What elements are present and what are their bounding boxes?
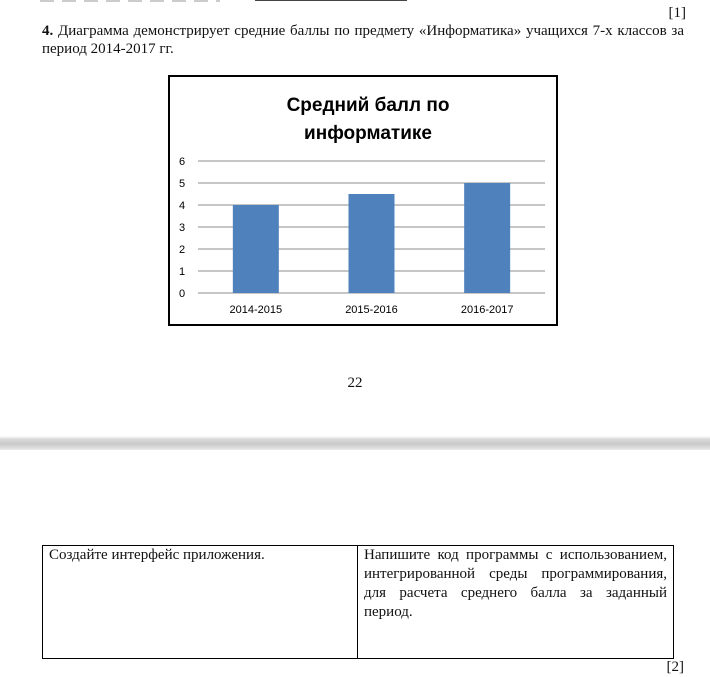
y-tick-label: 6 (178, 156, 186, 168)
page-number: 22 (347, 375, 363, 391)
y-tick-label: 0 (178, 288, 186, 300)
x-tick-label: 2015-2016 (345, 304, 398, 316)
cut-off-text-fragment (40, 0, 220, 2)
score-marker-bottom: [2] (666, 659, 684, 675)
question-number: 4. (42, 23, 54, 39)
y-tick-label: 2 (178, 244, 186, 256)
x-tick-label: 2016-2017 (460, 304, 514, 316)
y-tick-label: 5 (178, 178, 186, 190)
y-tick-label: 1 (178, 266, 186, 278)
chart-title-line-1: Средний балл по (286, 95, 450, 116)
answer-line (255, 0, 407, 1)
task-row (43, 546, 674, 659)
chart-title-line-2: информатике (304, 123, 432, 144)
score-marker-top: [1] (668, 5, 686, 21)
task-table (42, 545, 674, 659)
y-tick-label: 4 (178, 200, 186, 212)
chart-frame (168, 75, 558, 326)
task-cell-code: Напишите код программы с использованием, интегрированной среды программирования, для расчета среднего балла за заданный период. (358, 546, 674, 659)
x-tick-label: 2014-2015 (229, 304, 283, 316)
table-bottom-line (42, 658, 668, 659)
bar-2016-2017 (464, 183, 510, 293)
question-body: Диаграмма демонстрирует средние баллы по предмету «Информатика» учащихся 7-х классов за период 2014-2017 гг. (42, 23, 684, 57)
bar-2014-2015 (233, 205, 279, 293)
x-tick-labels (230, 304, 514, 316)
task-cell-interface: Создайте интерфейс приложения. (43, 546, 358, 659)
bar-chart (170, 77, 556, 324)
question-text (42, 22, 684, 58)
y-tick-label: 3 (178, 222, 186, 234)
bar-2015-2016 (349, 194, 395, 293)
y-tick-labels (179, 156, 185, 300)
bars (233, 183, 510, 293)
